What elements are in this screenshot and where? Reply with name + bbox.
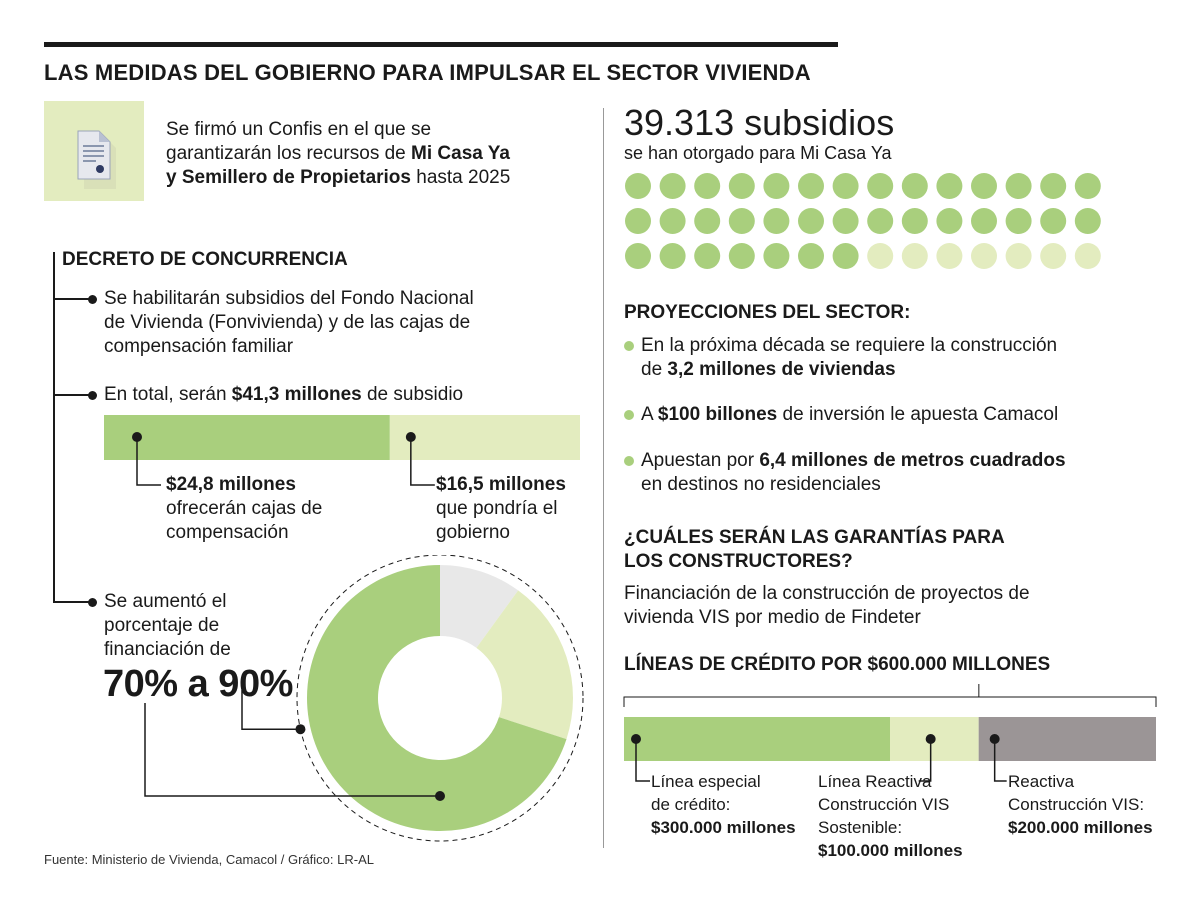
subsidio-dot-filled	[625, 173, 651, 199]
bullet2-dot	[88, 391, 97, 400]
subsidio-dot-filled	[763, 208, 789, 234]
subsidio-dot-empty	[971, 243, 997, 269]
intro-line-2: garantizarán los recursos de Mi Casa Ya	[166, 143, 510, 164]
subsidio-dot-filled	[729, 243, 755, 269]
gobierno-label: $16,5 millones que pondría el gobierno	[436, 474, 566, 543]
subsidio-dot-filled	[867, 173, 893, 199]
bullet2-connector	[53, 394, 91, 396]
subsidio-dot-empty	[936, 243, 962, 269]
subsidio-dot-empty	[1006, 243, 1032, 269]
subsidio-dot-filled	[833, 208, 859, 234]
title-rule	[44, 42, 838, 47]
proyeccion-2: A $100 billones de inversión le apuesta Camacol	[641, 404, 1059, 425]
subsidio-dot-filled	[1040, 173, 1066, 199]
cajas-label: $24,8 millones ofrecerán cajas de compensación	[166, 474, 323, 543]
credito-heading: LÍNEAS DE CRÉDITO POR $600.000 MILLONES	[624, 654, 1051, 675]
proyeccion-1: En la próxima década se requiere la construcción de 3,2 millones de viviendas	[641, 335, 1058, 380]
cajas-amount: $24,8 millones	[166, 474, 296, 495]
subsidios-subtitle: se han otorgado para Mi Casa Ya	[624, 143, 892, 163]
subsidio-dot-filled	[971, 173, 997, 199]
subsidio-dot-filled	[936, 208, 962, 234]
page-title: LAS MEDIDAS DEL GOBIERNO PARA IMPULSAR EL SECTOR VIVIENDA	[44, 60, 811, 85]
decreto-connector	[53, 252, 55, 602]
decreto-heading: DECRETO DE CONCURRENCIA	[62, 249, 348, 270]
subsidio-dot-filled	[660, 208, 686, 234]
subsidio-dot-filled	[1075, 173, 1101, 199]
credit-segment-3	[979, 717, 1156, 761]
bullet1-connector	[53, 298, 91, 300]
subsidio-dot-filled	[1006, 208, 1032, 234]
intro-text	[166, 118, 586, 190]
decreto-bullet-2: En total, serán $41,3 millones de subsidio	[104, 384, 464, 405]
credit-bracket	[624, 697, 1156, 707]
subsidio-dot-filled	[798, 243, 824, 269]
subsidio-dot-empty	[1040, 243, 1066, 269]
subsidio-dot-filled	[902, 173, 928, 199]
subsidio-dot-filled	[660, 243, 686, 269]
subsidio-dot-filled	[729, 173, 755, 199]
subsidio-dot-filled	[936, 173, 962, 199]
proy-dot-3	[624, 456, 634, 466]
subsidio-dot-filled	[902, 208, 928, 234]
subsidy-bar-cajas	[104, 415, 390, 460]
subsidio-dot-empty	[1075, 243, 1101, 269]
subsidio-dot-filled	[763, 243, 789, 269]
subsidio-dot-filled	[694, 173, 720, 199]
proy-dot-2	[624, 410, 634, 420]
subsidio-dot-filled	[1040, 208, 1066, 234]
subsidio-dot-filled	[833, 243, 859, 269]
financing-donut-chart	[0, 555, 600, 845]
semillero: y Semillero de Propietarios	[166, 167, 411, 188]
financing-range: 70% a 90%	[103, 663, 293, 705]
document-icon-box	[44, 101, 144, 201]
donut-90-leader	[242, 690, 300, 729]
subsidio-dot-filled	[833, 173, 859, 199]
garantias-heading: ¿CUÁLES SERÁN LAS GARANTÍAS PARA LOS CONSTRUCTORES?	[624, 527, 1005, 572]
gobierno-amount: $16,5 millones	[436, 474, 566, 495]
subsidio-dot-filled	[729, 208, 755, 234]
subsidio-dot-filled	[1006, 173, 1032, 199]
credit-label-3: Reactiva Construcción VIS: $200.000 millones	[1008, 772, 1153, 837]
subsidio-dot-filled	[694, 243, 720, 269]
proyecciones-heading: PROYECCIONES DEL SECTOR:	[624, 302, 911, 323]
document-icon	[44, 101, 144, 201]
subsidio-dot-empty	[867, 243, 893, 269]
mi-casa-ya: Mi Casa Ya	[411, 143, 510, 164]
subsidio-dot-filled	[1075, 208, 1101, 234]
subsidio-dot-filled	[625, 208, 651, 234]
subsidio-dot-empty	[902, 243, 928, 269]
decreto-bullet-3: Se aumentó el porcentaje de financiación de	[104, 591, 231, 660]
source-footer: Fuente: Ministerio de Vivienda, Camacol / Gráfico: LR-AL	[44, 852, 374, 867]
subsidio-dot-filled	[971, 208, 997, 234]
credit-amount-2: $100.000 millones	[818, 841, 963, 860]
garantias-text: Financiación de la construcción de proyectos de vivienda VIS por medio de Findeter	[624, 583, 1030, 628]
subsidy-bar-gobierno	[390, 415, 580, 460]
column-divider	[603, 108, 604, 848]
proy-dot-1	[624, 341, 634, 351]
subsidio-dot-filled	[660, 173, 686, 199]
bullet1-dot	[88, 295, 97, 304]
intro-line-1: Se firmó un Confis en el que se	[166, 119, 432, 140]
intro-line-3: y Semillero de Propietarios hasta 2025	[166, 167, 511, 188]
subsidio-dot-filled	[625, 243, 651, 269]
subsidio-dot-filled	[867, 208, 893, 234]
decreto-bullet-1: Se habilitarán subsidios del Fondo Nacional de Vivienda (Fonvivienda) y de las cajas de compensación familiar	[104, 288, 474, 357]
subsidios-dot-grid	[620, 170, 1140, 270]
credit-label-1: Línea especial de crédito: $300.000 millones	[651, 772, 796, 837]
proyeccion-3: Apuestan por 6,4 millones de metros cuadrados en destinos no residenciales	[641, 450, 1066, 495]
subsidio-dot-filled	[798, 208, 824, 234]
credit-segment-1	[624, 717, 890, 761]
subsidio-dot-filled	[763, 173, 789, 199]
subsidios-number: 39.313 subsidios	[624, 102, 895, 143]
total-subsidio: $41,3 millones	[231, 384, 362, 405]
subsidio-dot-filled	[798, 173, 824, 199]
credit-amount-3: $200.000 millones	[1008, 818, 1153, 837]
credit-label-2: Línea Reactiva Construcción VIS Sostenible: $100.000 millones	[818, 772, 963, 860]
credit-amount-1: $300.000 millones	[651, 818, 796, 837]
subsidio-dot-filled	[694, 208, 720, 234]
